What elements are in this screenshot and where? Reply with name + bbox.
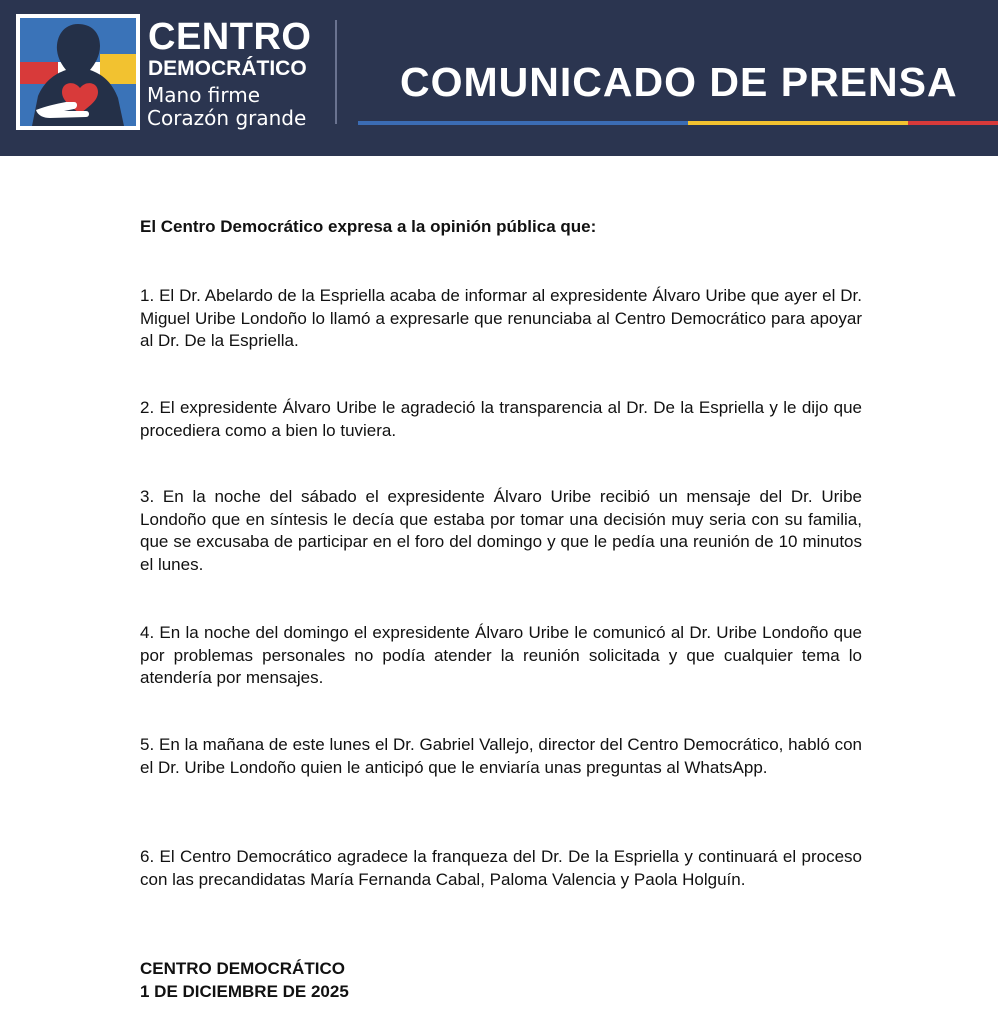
- press-header: [0, 0, 998, 156]
- intro-statement: El Centro Democrático expresa a la opinión pública que:: [140, 217, 597, 236]
- brand-subtitle: DEMOCRÁTICO: [148, 57, 307, 80]
- brand-name: CENTRO: [148, 16, 312, 58]
- press-release-title: COMUNICADO DE PRENSA: [400, 59, 958, 105]
- release-date: 1 DE DICIEMBRE DE 2025: [140, 982, 349, 1001]
- paragraph-2: 2. El expresidente Álvaro Uribe le agradeció la transparencia al Dr. De la Espriella y le dijo que procediera como a bien lo tuviera.: [140, 398, 862, 440]
- party-logo-icon: [16, 14, 140, 130]
- slogan-line-2: Corazón grande: [147, 106, 307, 130]
- paragraph-5: 5. En la mañana de este lunes el Dr. Gabriel Vallejo, director del Centro Democrático, habló con el Dr. Uribe Londoño quien le anticipó que le enviaría unas preguntas al WhatsApp.: [140, 735, 862, 777]
- slogan-line-1: Mano firme: [147, 83, 261, 107]
- paragraph-4: 4. En la noche del domingo el expresidente Álvaro Uribe le comunicó al Dr. Uribe Londoño que por problemas personales no podía atender la reunión solicitada y que cualquier tema lo atendería por mensajes.: [140, 623, 862, 687]
- paragraph-6: 6. El Centro Democrático agradece la franqueza del Dr. De la Espriella y continuará el proceso con las precandidatas María Fernanda Cabal, Paloma Valencia y Paola Holguín.: [140, 847, 862, 889]
- header-divider: [335, 20, 337, 124]
- flag-stripe-red: [908, 121, 998, 125]
- signature-organization: CENTRO DEMOCRÁTICO: [140, 959, 345, 978]
- paragraph-1: 1. El Dr. Abelardo de la Espriella acaba de informar al expresidente Álvaro Uribe que ayer el Dr. Miguel Uribe Londoño lo llamó a expresarle que renunciaba al Centro Democrático para apoyar al Dr. De la Espriella.: [140, 286, 862, 350]
- paragraph-3: 3. En la noche del sábado el expresidente Álvaro Uribe recibió un mensaje del Dr. Uribe Londoño que en síntesis le decía que estaba por tomar una decisión muy seria con su familia, que se excusaba de participar en el foro del domingo y que le pedía una reunión de 10 minutos el lunes.: [140, 487, 862, 574]
- flag-stripe-yellow: [688, 121, 908, 125]
- flag-stripe-blue: [358, 121, 688, 125]
